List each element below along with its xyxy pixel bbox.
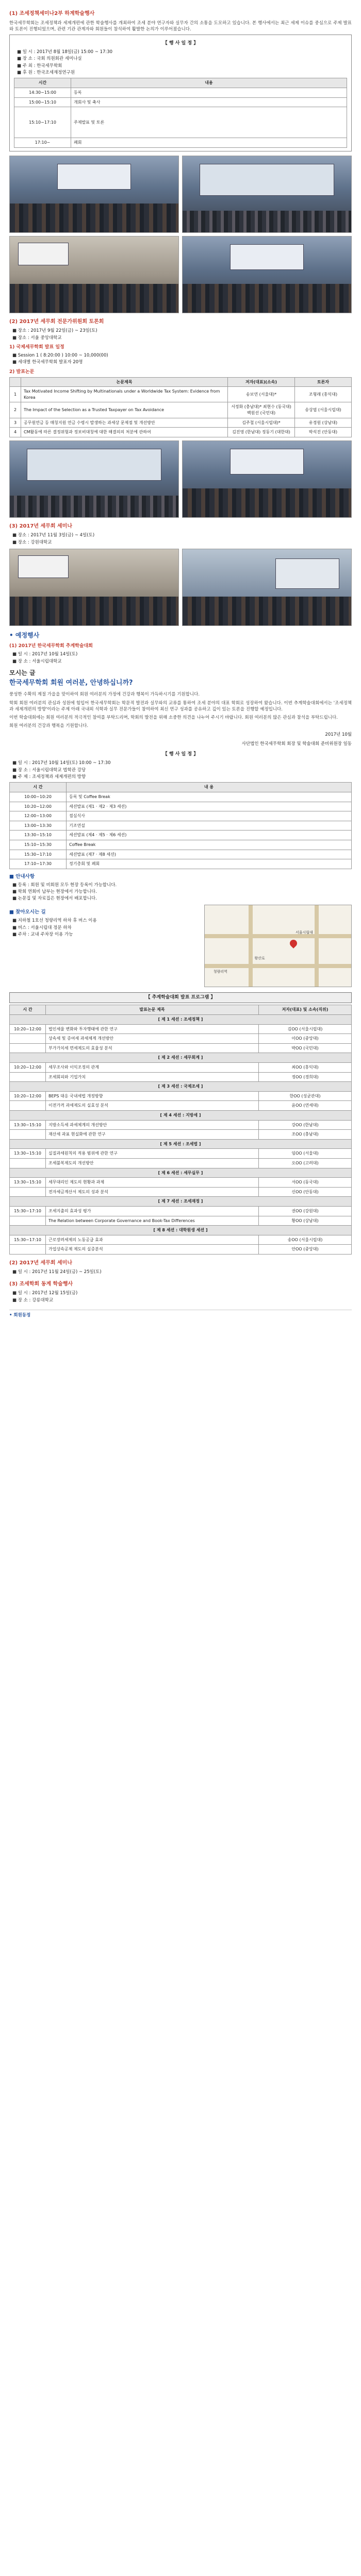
- cell: 세션발표 (제1 · 제2 · 제3 세션): [67, 802, 352, 811]
- session-bar-row: [10, 1139, 352, 1149]
- cell: 17:10~: [14, 138, 71, 148]
- session-bar-row: [10, 1053, 352, 1063]
- author-cell: 안OO (중앙대): [259, 1245, 352, 1255]
- table-row: [10, 1235, 352, 1245]
- session-bar-row: [10, 1226, 352, 1235]
- author-cell: 이OO (중앙대): [259, 1034, 352, 1044]
- time-cell: [10, 1101, 46, 1111]
- table-row: [10, 821, 352, 831]
- guide-heading: ■ 안내사항: [9, 873, 35, 879]
- event-photo: [182, 440, 352, 518]
- section-heading: (1) 조세정책세미나2부 하계학술행사: [9, 11, 95, 16]
- table-row: [10, 1043, 352, 1053]
- session-bar-row: [10, 1168, 352, 1178]
- table-row: [10, 1149, 352, 1159]
- table-row: [14, 97, 347, 107]
- time-cell: 13:30~15:10: [10, 1120, 46, 1130]
- schedule-title: 【 행 사 일 정 】: [162, 41, 199, 46]
- author-cell: 박OO (국민대): [259, 1043, 352, 1053]
- table-row: [10, 402, 352, 418]
- col-header: 토론자: [295, 377, 352, 387]
- session-bar-row: [10, 1111, 352, 1121]
- col-header: 시 간: [10, 1005, 46, 1015]
- location-map[interactable]: [204, 905, 352, 987]
- cell: 정기총회 및 폐회: [67, 859, 352, 869]
- map-label: 왕산로: [254, 956, 265, 961]
- cell: 서정화 (충남대)* 최현수 (동국대) 백원선 (국민대): [228, 402, 295, 418]
- session-title: [ 제 6 세션 : 세무실무 ]: [10, 1168, 352, 1178]
- cell: 13:00~13:30: [10, 821, 67, 831]
- time-cell: 15:30~17:10: [10, 1235, 46, 1245]
- section-heading: (3) 조세학회 동계 학술행사: [9, 1281, 73, 1287]
- table-row: [10, 1206, 352, 1216]
- session-bar-row: [10, 1082, 352, 1092]
- guide-item: ■ 등록 : 회원 및 비회원 모두 현장 등록이 가능합니다.: [12, 882, 352, 888]
- time-cell: 10:20~12:00: [10, 1063, 46, 1073]
- info-item: ■ 장소 : 서울 중앙대학교: [12, 335, 352, 341]
- program-table: [9, 1005, 352, 1254]
- table-row: [10, 859, 352, 869]
- info-list: [12, 1269, 352, 1275]
- cell: 10:00~10:20: [10, 792, 67, 802]
- event-schedule-table: [9, 782, 352, 869]
- info-item: ■ 장소 : 2017년 9월 22일(금) ~ 23일(토): [12, 328, 352, 334]
- direction-item: ■ 지하철 1호선 청량리역 하차 후 버스 이용: [12, 918, 200, 924]
- cell: 12:00~13:00: [10, 811, 67, 821]
- info-item: ■ 후 원 : 한국조세재정연구원: [17, 70, 347, 76]
- table-row: [10, 1091, 352, 1101]
- papers-table: [9, 377, 352, 437]
- map-pin-icon: [288, 938, 299, 948]
- sub-heading: (1) 2017년 한국세무학회 추계학술대회: [9, 643, 93, 649]
- invitation-label: 모시는 글: [9, 669, 36, 676]
- table-row: [10, 428, 352, 437]
- time-cell: [10, 1072, 46, 1082]
- cell: 점심식사: [67, 811, 352, 821]
- col-header: 시간: [14, 78, 71, 88]
- location-text: [9, 905, 200, 987]
- paper-title-cell: 세무조사와 이익조정의 관계: [46, 1063, 259, 1073]
- time-cell: [10, 1245, 46, 1255]
- author-cell: 한OO (성균관대): [259, 1091, 352, 1101]
- table-row: [10, 792, 352, 802]
- invitation-paragraph: 이번 학술대회에는 회원 여러분의 적극적인 참여를 부탁드리며, 학회의 발전을 위해 소중한 의견을 나누어 주시기 바랍니다. 회원 여러분의 많은 관심과 참석을 부탁드립니다.: [9, 715, 338, 721]
- time-cell: 13:30~15:10: [10, 1149, 46, 1159]
- cell: 15:00~15:10: [14, 97, 71, 107]
- time-cell: [10, 1043, 46, 1053]
- map-heading: ■ 찾아오시는 길: [9, 909, 46, 916]
- info-item: ■ 일 시 : 2017년 8월 18일(금) 15:00 ~ 17:30: [17, 49, 347, 55]
- col-header: 저자(대표)(소속): [228, 377, 295, 387]
- cell: 주제발표 및 토론: [71, 107, 347, 138]
- paper-title-cell: 법인세율 변화와 투자행태에 관한 연구: [46, 1024, 259, 1034]
- cell: 공무원연금 등 매칭지원 연금 수령시 발생하는 과세상 문제점 및 개선방안: [21, 418, 228, 428]
- cell: 14:30~15:00: [14, 88, 71, 98]
- info-list: [12, 1290, 352, 1303]
- table-row: [10, 1120, 352, 1130]
- author-cell: 오OO (고려대): [259, 1158, 352, 1168]
- photo-row: [9, 549, 352, 626]
- paper-title-cell: 조세회피와 기업가치: [46, 1072, 259, 1082]
- table-row: [10, 1178, 352, 1188]
- paper-title-cell: The Relation between Corporate Governance and Book-Tax Differences: [46, 1216, 259, 1226]
- cell: 유경원 (상남대): [295, 418, 352, 428]
- info-item: ■ 일 시 : 2017년 10월 14일(토) 10:00 ~ 17:30: [12, 760, 352, 766]
- info-item: ■ 장소 : 2017년 11월 3일(금) ~ 4일(토): [12, 532, 352, 538]
- photo-row: [9, 440, 352, 518]
- map-label: 서울시립대: [295, 930, 313, 935]
- info-item: ■ 장 소 : 서울시립대학교: [12, 658, 352, 665]
- col-header: [10, 377, 21, 387]
- info-item: ■ 일 시 : 2017년 10월 14일(토): [12, 651, 352, 657]
- sub-heading: 2) 발표논문: [9, 369, 35, 375]
- schedule-box: [9, 35, 352, 151]
- table-row: [10, 1034, 352, 1044]
- table-row: [10, 831, 352, 840]
- section-heading: (2) 2017년 세무회 세미나: [9, 1260, 72, 1266]
- invitation-paragraph: 풍성한 수확의 계절 가을을 맞이하여 회원 여러분의 가정에 건강과 행복이 가득하시기를 기원합니다.: [9, 692, 200, 698]
- guide-item: ■ 논문집 및 자료집은 현장에서 배포합니다.: [12, 895, 352, 902]
- table-row: [10, 1024, 352, 1034]
- time-cell: [10, 1130, 46, 1140]
- invitation: [9, 669, 352, 747]
- table-row: [10, 840, 352, 850]
- author-cell: 서OO (동국대): [259, 1178, 352, 1188]
- cell: 개회사 및 축사: [71, 97, 347, 107]
- time-cell: [10, 1216, 46, 1226]
- section-heading: (3) 2017년 세무회 세미나: [9, 523, 72, 529]
- session-title: [ 제 2 세션 : 세무회계 ]: [10, 1053, 352, 1063]
- event-photo: [9, 549, 179, 626]
- paper-title-cell: 전자세금계산서 제도의 성과 분석: [46, 1187, 259, 1197]
- cell: Tax Motivated Income Shifting by Multinationals under a Worldwide Tax System: Evidence from Korea: [21, 387, 228, 402]
- schedule-table: [14, 78, 347, 147]
- author-cell: 조OO (충남대): [259, 1130, 352, 1140]
- direction-item: ■ 버스 : 서울시립대 정문 하차: [12, 925, 200, 931]
- cell: 송상엽 (서울시립대): [295, 402, 352, 418]
- cell: 1: [10, 387, 21, 402]
- time-cell: [10, 1187, 46, 1197]
- cell: The Impact of the Selection as a Trusted Taxpayer on Tax Avoidance: [21, 402, 228, 418]
- table-row: [10, 1072, 352, 1082]
- session-bar-row: [10, 1197, 352, 1207]
- paper-title-cell: 조세불복제도의 개선방안: [46, 1158, 259, 1168]
- event-photo: [182, 549, 352, 626]
- info-item: ■ 일 시 : 2017년 12월 15일(금): [12, 1290, 352, 1296]
- cell: 13:30~15:10: [10, 831, 67, 840]
- table-row: [10, 387, 352, 402]
- time-cell: 10:20~12:00: [10, 1091, 46, 1101]
- table-row: [10, 811, 352, 821]
- paper-title-cell: 이전가격 과세제도의 실효성 분석: [46, 1101, 259, 1111]
- table-row: [14, 138, 347, 148]
- info-list: [12, 651, 352, 665]
- cell: 15:30~17:10: [10, 850, 67, 859]
- cell: 4: [10, 428, 21, 437]
- session-title: [ 제 5 세션 : 조세법 ]: [10, 1139, 352, 1149]
- info-item: ■ 주 제 : 조세정책과 세제개편의 방향: [12, 774, 352, 780]
- invitation-date: 2017년 10월: [325, 732, 352, 737]
- author-cell: 권OO (강원대): [259, 1206, 352, 1216]
- col-header: 내 용: [67, 783, 352, 792]
- info-list: [12, 532, 352, 546]
- event-photo: [9, 236, 179, 313]
- paper-title-cell: 세무대리인 제도의 현황과 과제: [46, 1178, 259, 1188]
- cell: 3: [10, 418, 21, 428]
- map-label: 청량리역: [213, 969, 227, 974]
- paper-title-cell: 근로장려세제의 노동공급 효과: [46, 1235, 259, 1245]
- info-list: [12, 328, 352, 341]
- session-title: [ 제 4 세션 : 지방세 ]: [10, 1111, 352, 1121]
- photo-row: [9, 236, 352, 313]
- paper-title-cell: 조세지출의 효과성 평가: [46, 1206, 259, 1216]
- author-cell: 황OO (상남대): [259, 1216, 352, 1226]
- cell: 15:10~17:10: [14, 107, 71, 138]
- time-cell: [10, 1158, 46, 1168]
- time-cell: [10, 1034, 46, 1044]
- cell: 등록 및 Coffee Break: [67, 792, 352, 802]
- paper-title-cell: 지방소득세 과세체계의 개선방안: [46, 1120, 259, 1130]
- session-title: [ 제 8 세션 : 대학원생 세션 ]: [10, 1226, 352, 1235]
- info-item: ■ 일 시 : 2017년 11월 24일(금) ~ 25일(토): [12, 1269, 352, 1275]
- info-item: ■ 장 소 : 강릉대학교: [12, 1297, 352, 1303]
- cell: 폐회: [71, 138, 347, 148]
- time-cell: 13:30~15:10: [10, 1178, 46, 1188]
- cell: 박석진 (안동대): [295, 428, 352, 437]
- program-title: 【 추계학술대회 발표 프로그램 】: [9, 992, 352, 1003]
- col-header: 저자(대표) 및 소속(직위): [259, 1005, 352, 1015]
- author-cell: 정OO (경희대): [259, 1072, 352, 1082]
- info-item: ■ 장소 : 강원대학교: [12, 539, 352, 546]
- session-title: [ 제 7 세션 : 조세재정 ]: [10, 1197, 352, 1207]
- cell: 2: [10, 402, 21, 418]
- table-row: [10, 1187, 352, 1197]
- event-photo: [182, 156, 352, 233]
- author-cell: 신OO (안동대): [259, 1187, 352, 1197]
- info-item: ■ 세대별 한국세무학회 발표자 20명: [12, 359, 352, 365]
- info-list: [17, 49, 347, 76]
- event-photo: [9, 440, 179, 518]
- table-row: [10, 802, 352, 811]
- invitation-paragraph: 회원 여러분의 건강과 행복을 기원합니다.: [9, 723, 89, 729]
- table-row: [10, 1245, 352, 1255]
- guide-item: ■ 학회 연회비 납부는 현장에서 가능합니다.: [12, 889, 352, 895]
- col-header: 내용: [71, 78, 347, 88]
- session-title: [ 제 3 세션 : 국제조세 ]: [10, 1082, 352, 1092]
- cell: 15:10~15:30: [10, 840, 67, 850]
- author-cell: 김OO (서울시립대): [259, 1024, 352, 1034]
- info-item: ■ Session 1 ( 8:20:00 ) 10:00 ~ 10,000(00): [12, 352, 352, 359]
- cell: CM활동에 따른 결정위험과 정보비대칭에 대한 해결의의 처분에 관하여: [21, 428, 228, 437]
- notice-heading: • 예정행사: [9, 631, 40, 639]
- cell: 등록: [71, 88, 347, 98]
- event-photo: [182, 236, 352, 313]
- time-cell: 15:30~17:10: [10, 1206, 46, 1216]
- section-heading: (2) 2017년 세무회 전문가위원회 토론회: [9, 318, 104, 325]
- table-row: [10, 1216, 352, 1226]
- cell: 10:20~12:00: [10, 802, 67, 811]
- paper-title-cell: 실질과세원칙의 적용 범위에 관한 연구: [46, 1149, 259, 1159]
- author-cell: 윤OO (연세대): [259, 1101, 352, 1111]
- table-row: [10, 1063, 352, 1073]
- paper-title-cell: 가업상속공제 제도의 실증분석: [46, 1245, 259, 1255]
- cell: 김진영 (한남대) 정동기 (대한대): [228, 428, 295, 437]
- session-title: [ 제 1 세션 : 조세정책 ]: [10, 1015, 352, 1025]
- table-row: [10, 850, 352, 859]
- col-header: 발표논문 제목: [46, 1005, 259, 1015]
- info-list: [12, 760, 352, 780]
- sub-heading: 1) 국제세무학회 발표 일정: [9, 344, 64, 350]
- time-cell: 10:20~12:00: [10, 1024, 46, 1034]
- cell: 기조연설: [67, 821, 352, 831]
- author-cell: 최OO (홍익대): [259, 1063, 352, 1073]
- table-row: [10, 1130, 352, 1140]
- invitation-signature: 사단법인 한국세무학회 회장 및 학술대회 준비위원장 일동: [241, 741, 352, 747]
- event-photo: [9, 156, 179, 233]
- guide-list: [12, 882, 352, 902]
- directions-list: [12, 918, 200, 938]
- cell: 세션발표 (제7 · 제8 세션): [67, 850, 352, 859]
- table-row: [10, 418, 352, 428]
- table-row: [14, 88, 347, 98]
- section-intro: 한국세무학회는 조세정책과 세제개편에 관한 학술행사를 개최하여 조세 분야 연구자와 실무자 간의 소통을 도모하고 있습니다. 본 행사에서는 최근 세제 이슈를 중심으로 주제 발표와 토론이 진행되었으며, 관련 기관 관계자와 회원들이 참석하여 활발한 논의가 이루어졌습니다.: [9, 20, 352, 32]
- col-header: 시 간: [10, 783, 67, 792]
- invitation-paragraph: 학회 회원 여러분의 관심과 성원에 힘입어 한국세무학회는 학문적 발전과 실무와의 교류를 통하여 조세 분야의 대표 학회로 성장하여 왔습니다. 이번 추계학술대회에서는 '조세정책과 세제개편의 방향'이라는 주제 아래 국내외 석학과 실무 전문가들이 참여하여 최신 연구 성과를 공유하고 깊이 있는 토론을 진행할 예정입니다.: [9, 700, 352, 712]
- paper-title-cell: 부가가치세 면세제도의 효율성 분석: [46, 1043, 259, 1053]
- table-row: [10, 1158, 352, 1168]
- cell: 김주철 (서울시립대)*: [228, 418, 295, 428]
- col-header: 논문제목: [21, 377, 228, 387]
- photo-row: [9, 156, 352, 233]
- paper-title-cell: 재산세 과표 현실화에 관한 연구: [46, 1130, 259, 1140]
- cell: 조형래 (홍익대): [295, 387, 352, 402]
- author-cell: 임OO (서울대): [259, 1149, 352, 1159]
- table-row: [14, 107, 347, 138]
- paper-title-cell: 상속세 및 증여세 과세체계 개선방안: [46, 1034, 259, 1044]
- info-list: [12, 352, 352, 366]
- author-cell: 강OO (한남대): [259, 1120, 352, 1130]
- invitation-greeting: 한국세무학회 회원 여러분, 안녕하십니까?: [9, 679, 133, 687]
- paper-title-cell: BEPS 대응 국내세법 개정방향: [46, 1091, 259, 1101]
- cell: 17:10~17:30: [10, 859, 67, 869]
- table-row: [10, 1101, 352, 1111]
- cell: Coffee Break: [67, 840, 352, 850]
- schedule-title: 【 행 사 일 정 】: [162, 752, 199, 757]
- author-cell: 송OO (서울시립대): [259, 1235, 352, 1245]
- cell: 세션발표 (제4 · 제5 · 제6 세션): [67, 831, 352, 840]
- info-item: ■ 장 소 : 서울시립대학교 법학관 강당: [12, 767, 352, 773]
- member-news-heading: • 회원동정: [9, 1310, 352, 1318]
- location-section: [9, 905, 352, 987]
- info-item: ■ 주 최 : 한국세무학회: [17, 63, 347, 69]
- info-item: ■ 장 소 : 국회 의원회관 세미나실: [17, 56, 347, 62]
- session-bar-row: [10, 1015, 352, 1025]
- direction-item: ■ 주차 : 교내 주차장 이용 가능: [12, 931, 200, 938]
- cell: 송보연 (서울대)*: [228, 387, 295, 402]
